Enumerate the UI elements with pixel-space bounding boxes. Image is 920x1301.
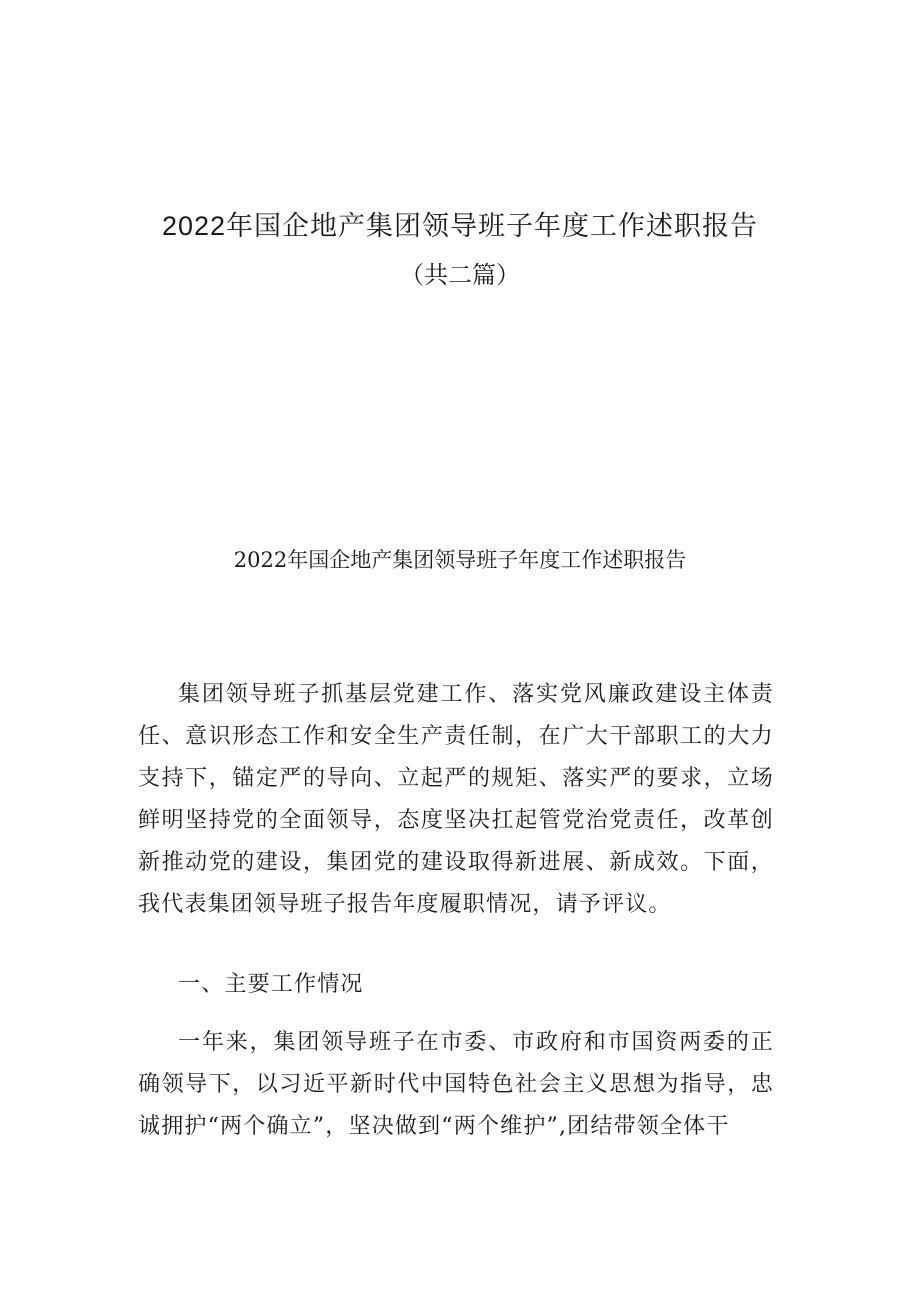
cover-title: 2022年国企地产集团领导班子年度工作述职报告 [161,211,759,241]
cover-subtitle: （共二篇） [400,262,520,289]
body-paragraph-1: 集团领导班子抓基层党建工作、落实党风廉政建设主体责任、意识形态工作和安全生产责任制，在广大干部职工的大力支持下，锚定严的导向、立起严的规矩、落实严的要求，立场鲜明坚持党的全面领导，态度坚决扛起管党治党责任，改革创新推动党的建设，集团党的建设取得新进展、新成效。下面，我代表集团领导班子报告年度履职情况，请予评议。 [138,682,774,917]
body-paragraph-2: 一年来，集团领导班子在市委、市政府和市国资两委的正确领导下，以习近平新时代中国特色社会主义思想为指导，忠诚拥护“两个确立”，坚决做到“两个维护”,团结带领全体干 [138,1030,774,1139]
section-title: 2022年国企地产集团领导班子年度工作述职报告 [233,548,687,572]
section-heading-1: 一、主要工作情况 [178,972,364,997]
